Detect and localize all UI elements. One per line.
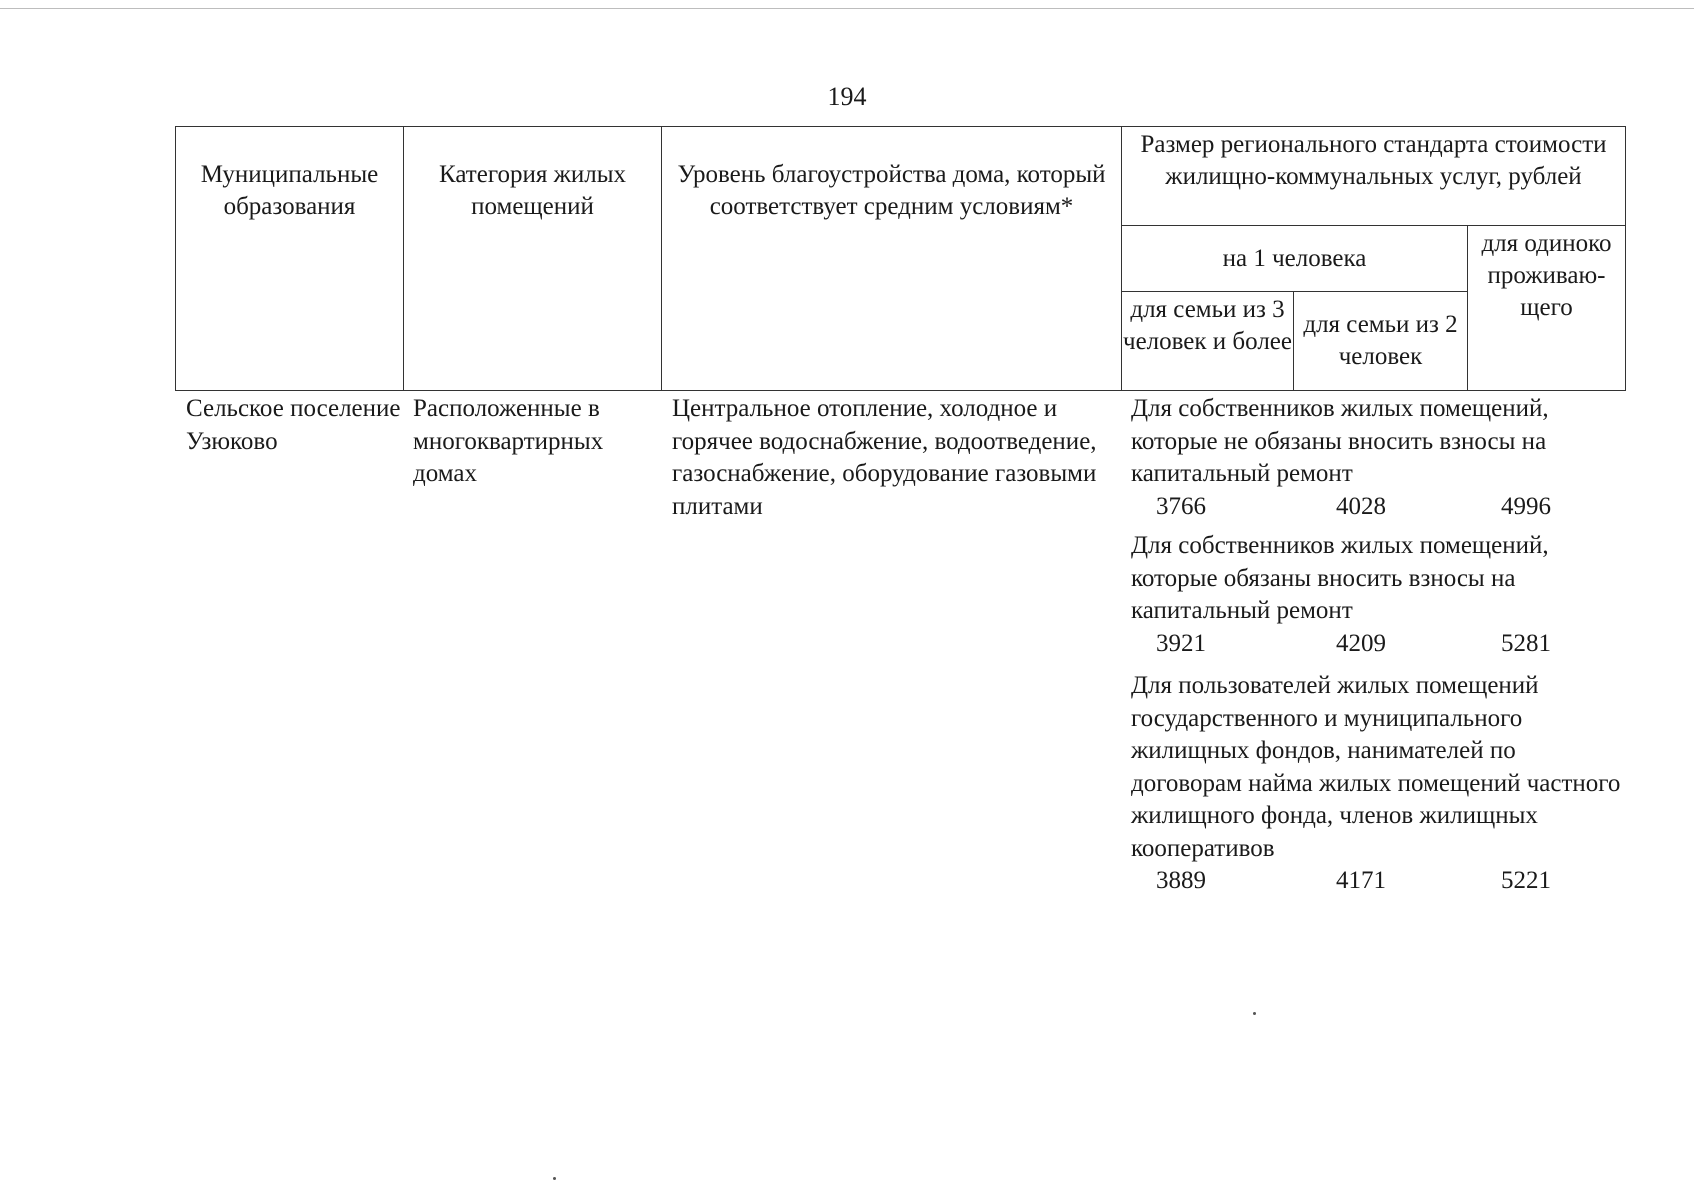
header-per-person: на 1 человека [1122,226,1468,292]
tariff-group-description: Для пользователей жилых помещений государственного и муниципального жилищных фондов, нанимателей по договорам найма жилых помещений частного жилищного фонда, членов жилищных кооперативов [1131,672,1621,862]
category-cell: Расположенные в многоквартирных домах [413,395,604,487]
header-level: Уровень благоустройства дома, который соответствует средним условиям* [662,127,1122,391]
level-cell: Центральное отопление, холодное и горячее водоснабжение, водоотведение, газоснабжение, оборудование газовыми плитами [672,395,1097,520]
page-number: 194 [827,82,867,111]
tariff-values [1131,491,1621,523]
scan-speck [1253,1012,1256,1015]
header-family-3: для семьи из 3 человек и более [1122,292,1294,391]
value-family-3: 3889 [1156,867,1206,894]
header-municipal: Муниципальные образования [176,127,404,391]
value-family-2: 4028 [1336,492,1386,520]
value-single: 5281 [1501,629,1551,657]
tariff-group-description: Для собственников жилых помещений, которые обязаны вносить взносы на капитальный ремонт [1131,532,1549,624]
value-family-2: 4171 [1336,867,1386,894]
value-single: 5221 [1501,867,1551,894]
municipality-cell: Сельское поселение Узюково [186,395,401,455]
tariff-group [1131,670,1621,897]
header-category: Категория жилых помещений [404,127,662,391]
scan-speck [553,1177,556,1180]
tariff-values [1131,865,1621,897]
tariff-group [1131,393,1621,523]
value-family-2: 4209 [1336,629,1386,657]
header-single: для одиноко проживаю-щего [1468,226,1626,391]
header-standard-size: Размер регионального стандарта стоимости жилищно-коммунальных услуг, рублей [1122,127,1626,226]
value-single: 4996 [1501,492,1551,520]
value-family-3: 3921 [1156,629,1206,657]
value-family-3: 3766 [1156,492,1206,520]
tariff-group [1131,530,1621,660]
header-family-2: для семьи из 2 человек [1294,292,1468,391]
table-header [175,126,1626,391]
scan-border-line [0,8,1694,9]
tariff-group-description: Для собственников жилых помещений, которые не обязаны вносить взносы на капитальный ремонт [1131,395,1549,487]
tariff-values [1131,628,1621,660]
